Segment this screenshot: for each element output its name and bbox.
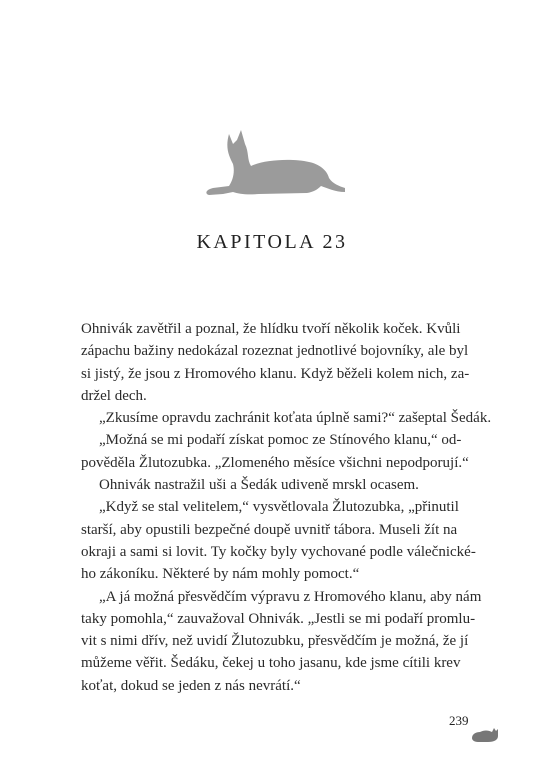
- text-line: taky pomohla,“ zauvažoval Ohnivák. „Jestli se mi podaří promlu-: [81, 610, 476, 627]
- text-line: můžeme věřit. Šedáku, čekej u toho jasanu, kde jsme cítili krev: [81, 655, 461, 672]
- text-line: Ohnivák nastražil uši a Šedák udiveně mrskl ocasem.: [99, 477, 419, 494]
- small-cat-icon: [470, 724, 500, 744]
- text-line: Ohnivák zavětřil a poznal, že hlídku tvoří několik koček. Kvůli: [81, 321, 461, 337]
- text-line: zápachu bažiny nedokázal rozeznat jednotlivé bojovníky, ale byl: [81, 343, 469, 360]
- paragraph: [81, 429, 469, 474]
- page-number: 239: [449, 713, 469, 728]
- text-line: „A já možná přesvědčím výpravu z Hromového klanu, aby nám: [99, 588, 482, 605]
- text-line: držel dech.: [81, 387, 147, 404]
- text-line: „Zkusíme opravdu zachránit koťata úplně sami?“ zašeptal Šedák.: [99, 410, 492, 427]
- text-line: starší, aby opustili bezpečné doupě uvnitř tábora. Museli žít na: [81, 521, 458, 538]
- text-line: koťat, dokud se jeden z nás nevrátí.“: [81, 677, 301, 694]
- paragraph: [81, 318, 470, 407]
- text-line: si jistý, že jsou z Hromového klanu. Když běželi kolem nich, za-: [81, 365, 470, 382]
- text-line: pověděla Žlutozubka. „Zlomeného měsíce všichni nepodporují.“: [81, 454, 469, 471]
- text-line: „Možná se mi podaří získat pomoc ze Stínového klanu,“ od-: [99, 432, 462, 449]
- text-line: „Když se stal velitelem,“ vysvětlovala Žlutozubka, „přinutil: [99, 499, 459, 516]
- text-line: ho zákoníku. Některé by nám mohly pomoct.“: [81, 566, 360, 583]
- paragraph: [81, 496, 476, 585]
- paragraph: [81, 474, 449, 496]
- text-line: vit s nimi dřív, než uvidí Žlutozubku, přesvědčím je možná, že jí: [81, 633, 469, 650]
- cat-silhouette-icon: [199, 128, 347, 200]
- body-text: [81, 318, 492, 697]
- text-line: okraji a sami si lovit. Ty kočky byly vychované podle válečnické-: [81, 543, 476, 560]
- paragraph: [81, 586, 482, 697]
- paragraph: [81, 407, 492, 429]
- chapter-title: KAPITOLA 23: [196, 231, 348, 253]
